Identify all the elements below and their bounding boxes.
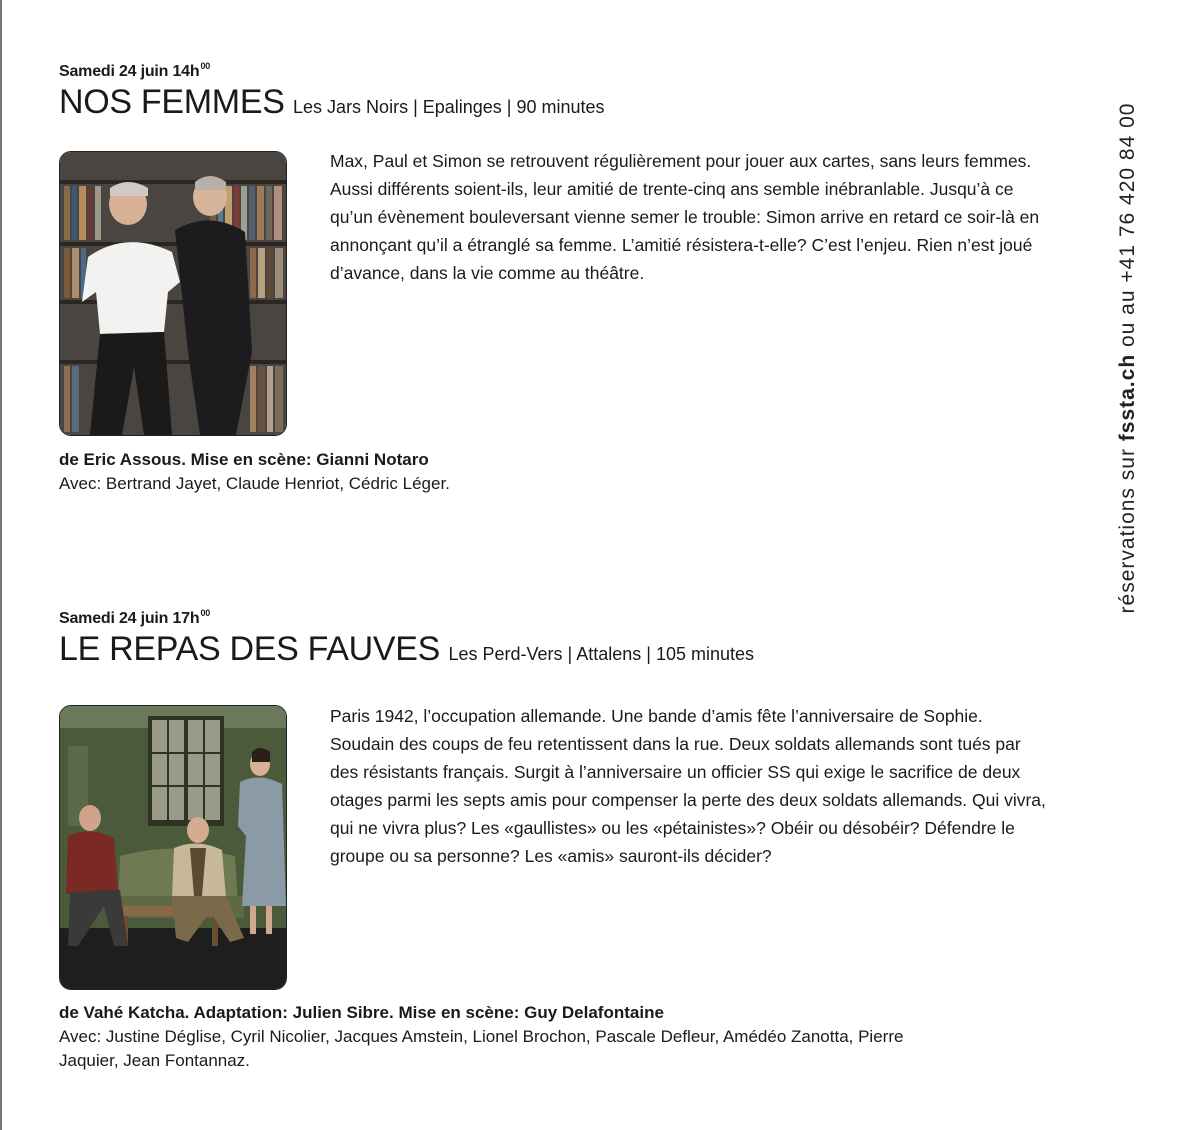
- show-heading: [59, 82, 1059, 122]
- show-nos-femmes: [59, 56, 1059, 493]
- show-description: Max, Paul et Simon se retrouvent régulièrement pour jouer aux cartes, sans leurs femmes. Aussi différents soient-ils, leur amitié de trente-cinq ans semble inébranlable. Jusqu’à ce qu’un évènement bouleversant vienne semer le trouble: Simon arrive en retard ce soir-là en annonçant qu’il a étranglé sa femme. L’amitié résistera-t-elle? C’est l’enjeu. Rien n’est joué d’avance, dans la vie comme au théâtre.: [330, 151, 1040, 283]
- show-cast: Avec: Bertrand Jayet, Claude Henriot, Cédric Léger.: [59, 474, 450, 493]
- show-description: Paris 1942, l’occupation allemande. Une bande d’amis fête l’anniversaire de Sophie. Soudain des coups de feu retentissent dans la rue. Deux soldats allemands sont tués par des résistants français. Surgit à l’anniversaire un officier SS qui exige le sacrifice de deux otages parmi les septs amis pour compenser la perte des deux soldats allemands. Qui vivra, qui ne vivra plus? Les «gaullistes» ou les «pétainistes»? Obéir ou désobéir? Défendre le groupe ou sa personne? Les «amis» sauront-ils décider?: [330, 706, 1046, 866]
- reservation-note: réservations sur fssta.ch ou au +41 76 420 84 00: [1116, 102, 1139, 614]
- show-date: Samedi 24 juin $17h^{00}$: [59, 608, 211, 627]
- show-cast: Avec: Justine Déglise, Cyril Nicolier, Jacques Amstein, Lionel Brochon, Pascale Defleur, Amédéo Zanotta, Pierre Jaquier, Jean Fontannaz.: [59, 1027, 904, 1070]
- show-le-repas-des-fauves: [59, 603, 1059, 1070]
- page-edge-rule: [0, 0, 2, 1130]
- show-photo: [59, 705, 287, 990]
- reservation-website[interactable]: fssta.ch: [1116, 353, 1139, 442]
- show-date: Samedi 24 juin $14h^{00}$: [59, 61, 211, 80]
- time-minutes: 00: [200, 61, 211, 71]
- show-title: NOS FEMMES: [59, 83, 285, 121]
- show-photo: [59, 151, 287, 436]
- show-heading: [59, 629, 1059, 669]
- show-meta: Les Perd-Vers | Attalens | 105 minutes: [448, 644, 755, 664]
- show-credits: [59, 1001, 959, 1073]
- show-author: de Vahé Katcha. Adaptation: Julien Sibre. Mise en scène: Guy Delafontaine: [59, 1003, 664, 1022]
- show-title: LE REPAS DES FAUVES: [59, 630, 441, 668]
- show-credits: [59, 448, 959, 496]
- show-author: de Eric Assous. Mise en scène: Gianni Notaro: [59, 450, 429, 469]
- show-meta: Les Jars Noirs | Epalinges | 90 minutes: [293, 97, 605, 117]
- time-minutes: 00: [200, 608, 211, 618]
